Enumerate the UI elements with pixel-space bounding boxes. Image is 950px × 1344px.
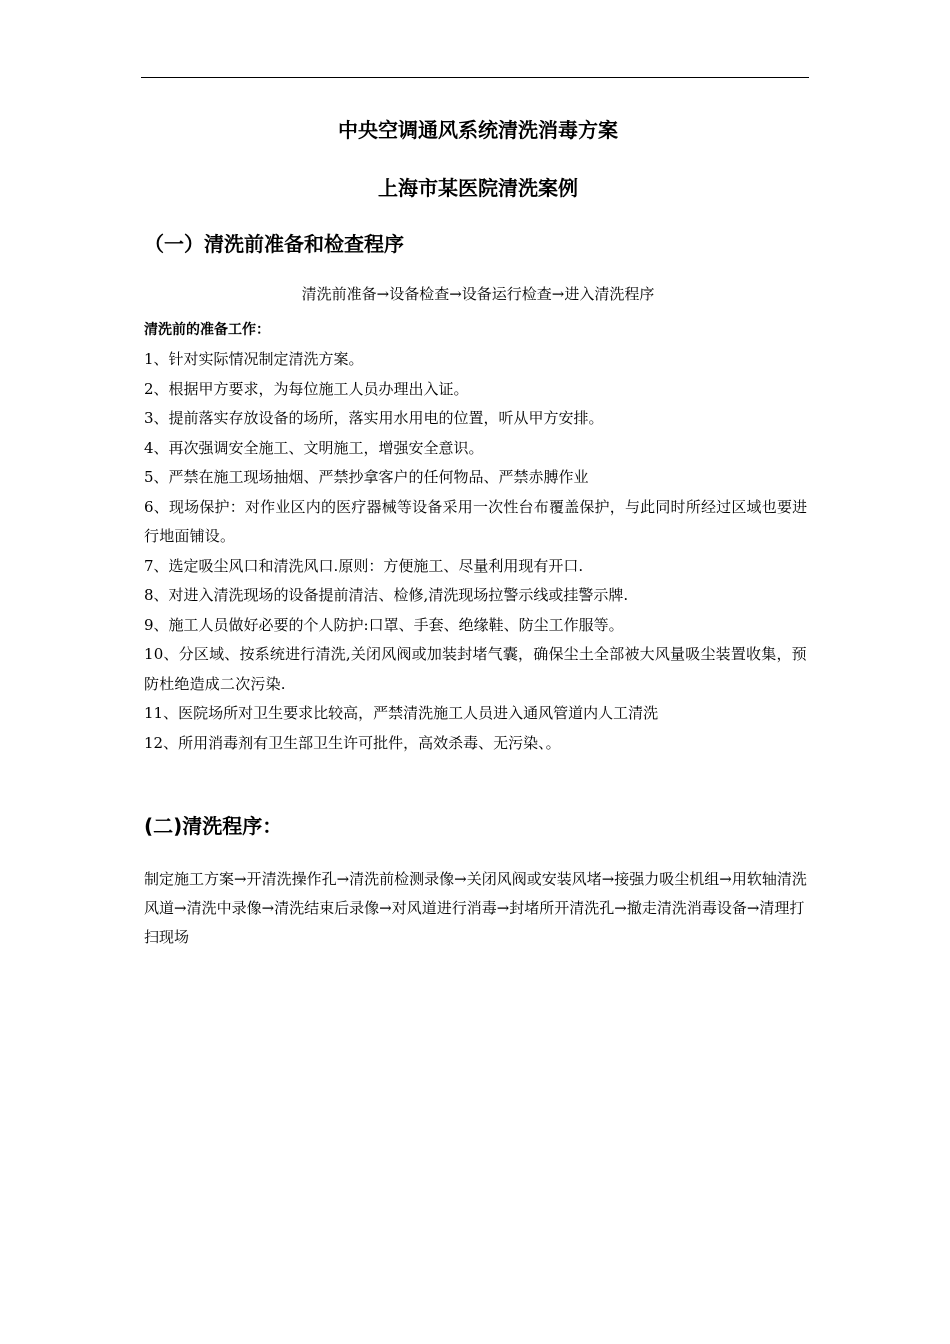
list-item: 5、严禁在施工现场抽烟、严禁抄拿客户的任何物品、严禁赤膊作业 bbox=[144, 468, 589, 486]
list-item: 10、分区域、按系统进行清洗,关闭风阀或加装封堵气囊，确保尘土全部被大风量吸尘装置收集，预防杜绝造成二次污染. bbox=[144, 645, 807, 693]
list-item: 11、医院场所对卫生要求比较高，严禁清洗施工人员进入通风管道内人工清洗 bbox=[144, 704, 659, 722]
document-subtitle: 上海市某医院清洗案例 bbox=[378, 176, 578, 200]
list-item: 7、选定吸尘风口和清洗风口.原则：方便施工、尽量利用现有开口. bbox=[144, 556, 584, 575]
section-2-heading: (二)清洗程序： bbox=[144, 814, 283, 838]
list-item: 3、提前落实存放设备的场所，落实用水用电的位置，听从甲方安排。 bbox=[144, 409, 604, 427]
preparation-subheading: 清洗前的准备工作： bbox=[144, 322, 270, 338]
list-item: 12、所用消毒剂有卫生部卫生许可批件，高效杀毒、无污染、。 bbox=[144, 733, 561, 752]
list-item: 4、再次强调安全施工、文明施工，增强安全意识。 bbox=[144, 438, 484, 457]
section-2-flow: 制定施工方案→开清洗操作孔→清洗前检测录像→关闭风阀或安装风堵→接强力吸尘机组→用软轴清洗风道→清洗中录像→清洗结束后录像→对风道进行消毒→封堵所开清洗孔→撤走清洗消毒设备→清理打扫现场 bbox=[144, 870, 807, 946]
preparation-list bbox=[144, 345, 812, 758]
list-item: 2、根据甲方要求，为每位施工人员办理出入证。 bbox=[144, 379, 469, 398]
document-body bbox=[144, 116, 812, 967]
list-item: 9、施工人员做好必要的个人防护:口罩、手套、绝缘鞋、防尘工作服等。 bbox=[144, 615, 624, 634]
list-item: 1、针对实际情况制定清洗方案。 bbox=[144, 350, 364, 368]
list-item: 8、对进入清洗现场的设备提前清洁、检修,清洗现场拉警示线或挂警示牌. bbox=[144, 586, 629, 604]
section-1-flow: 清洗前准备→设备检查→设备运行检查→进入清洗程序 bbox=[301, 285, 655, 303]
section-1-heading: （一）清洗前准备和检查程序 bbox=[144, 232, 404, 256]
document-title: 中央空调通风系统清洗消毒方案 bbox=[338, 118, 618, 142]
header-rule bbox=[141, 77, 809, 78]
list-item: 6、现场保护：对作业区内的医疗器械等设备采用一次性台布覆盖保护，与此同时所经过区域也要进行地面铺设。 bbox=[144, 497, 808, 545]
